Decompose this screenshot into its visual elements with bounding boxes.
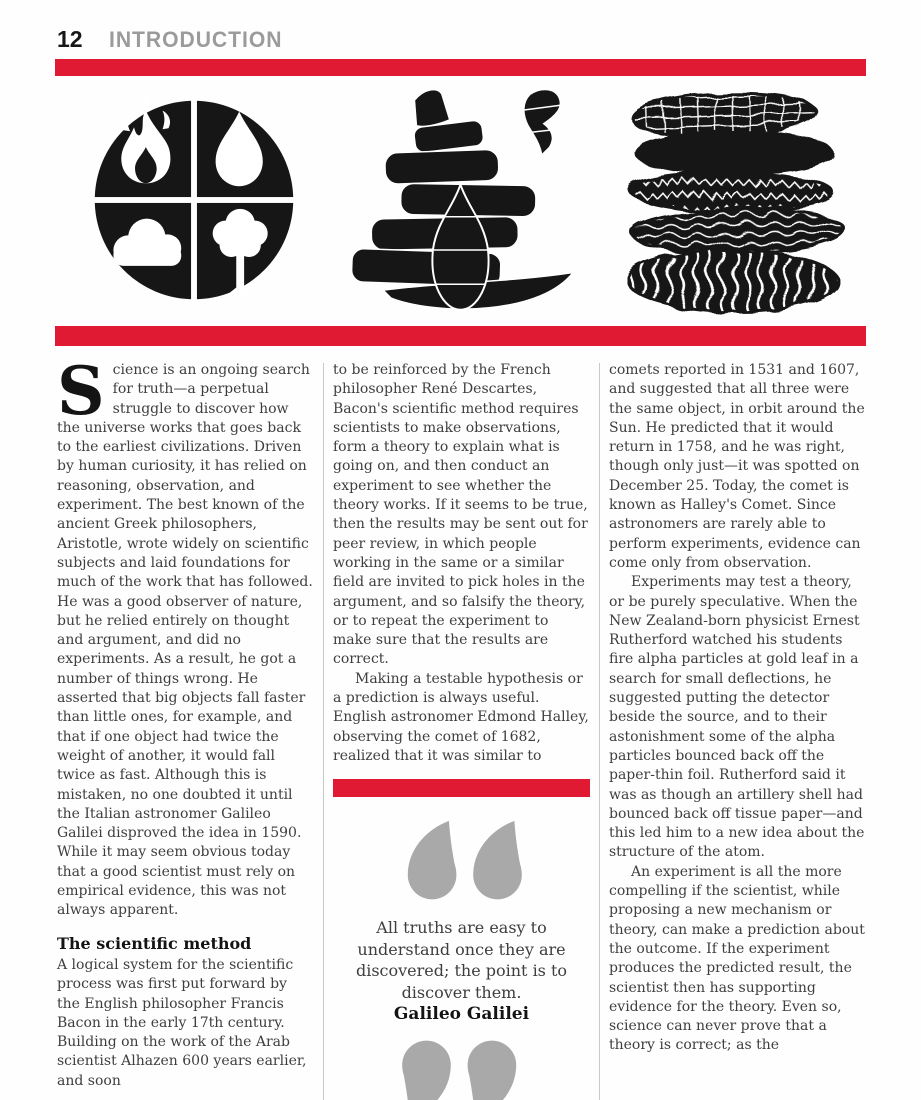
header-red-rule: [55, 59, 866, 76]
paragraph: Experiments may test a theory, or be purely speculative. When the New Zealand-born physicist Ernest Rutherford watched his students fire alpha particles at gold leaf in a search for small deflections, he suggested putting the detector beside the source, and to their astonishment some of the alpha particles bounced back off the paper-thin foil. Rutherford said it was as though an artillery shell had bounced back off tissue paper—and this led him to a new idea about the structure of the atom.: [609, 574, 865, 861]
section-title: INTRODUCTION: [108, 27, 283, 52]
column-3: [609, 361, 866, 1100]
rock-strata-icon: [612, 85, 862, 325]
subheading-scientific-method: The scientific method: [57, 933, 252, 953]
column-divider: [599, 363, 600, 1100]
paragraph: comets reported in 1531 and 1607, and suggested that all three were the same object, in orbit around the Sun. He predicted that it would return in 1758, and he was right, though only just—it was spotted on December 25. Today, the comet is known as Halley's Comet. Since astronomers are rarely able to perform experiments, evidence can come only from observation.: [609, 362, 865, 571]
dropcap: S: [57, 352, 105, 430]
column-2: [333, 361, 590, 1100]
intro-paragraph-text: cience is an ongoing search for truth—a perpetual struggle to discover how the universe works that goes back to the earliest civilizations. Driven by human curiosity, it has relied on reasoning, observation, and experiment. The best known of the ancient Greek philosophers, Aristotle, wrote widely on scientific subjects and laid foundations for much of the work that has followed. He was a good observer of nature, but he relied entirely on thought and argument, and did no experiments. As a result, he got a number of things wrong. He asserted that big objects fall faster than little ones, for example, and that if one object had twice the weight of another, it would fall twice as fast. Although this is mistaken, no one doubted it until the Italian astronomer Galileo Galilei disproved the idea in 1590. While it may seem obvious today that a good scientist must rely on empirical evidence, this was not always apparent.: [57, 362, 313, 919]
page-header: [57, 26, 289, 53]
intro-paragraph: [57, 352, 314, 921]
open-quote-icon: [333, 819, 590, 905]
layered-paper-tree-icon: [342, 85, 577, 325]
paragraph: An experiment is all the more compelling if the scientist, while proposing a new mechanism or theory, can make a prediction about the outcome. If the experiment produces the predicted result, the scientist then has supporting evidence for the theory. Even so, science can never prove that a theory is correct; as the: [609, 863, 865, 1054]
column-divider: [323, 363, 324, 1100]
illustration-band: [55, 85, 866, 325]
four-elements-icon: [81, 85, 307, 325]
page-number: 12: [57, 26, 83, 52]
layered-paper-tree-svg: [342, 85, 577, 323]
pull-quote-box: [333, 779, 590, 1100]
close-quote-icon: [333, 1035, 590, 1100]
rock-strata-svg: [612, 85, 862, 320]
paragraph: Making a testable hypothesis or a prediction is always useful. English astronomer Edmond Halley, observing the comet of 1682, realized that it was similar to: [333, 670, 589, 764]
paragraph: to be reinforced by the French philosopher René Descartes, Bacon's scientific method requires scientists to make observations, form a theory to explain what is going on, and then conduct an experiment to see whether the theory works. If it seems to be true, then the results may be sent out for peer review, in which people working in the same or a similar field are invited to pick holes in the argument, and so falsify the theory, or to repeat the experiment to make sure that the results are correct.: [333, 362, 588, 668]
column-1: [57, 352, 314, 1100]
four-elements-svg: [81, 85, 307, 315]
quote-top-red-rule: [333, 779, 590, 797]
text-columns: [57, 352, 866, 1100]
paragraph: A logical system for the scientific process was first put forward by the English philosopher Francis Bacon in the early 17th century. Building on the work of the Arab scientist Alhazen 600 years earlier, and soon: [57, 956, 307, 1089]
quote-text: All truths are easy to understand once they are discovered; the point is to discover them.: [355, 918, 568, 1002]
quote-attribution: Galileo Galilei: [393, 1004, 530, 1025]
illustration-red-rule: [55, 326, 866, 346]
